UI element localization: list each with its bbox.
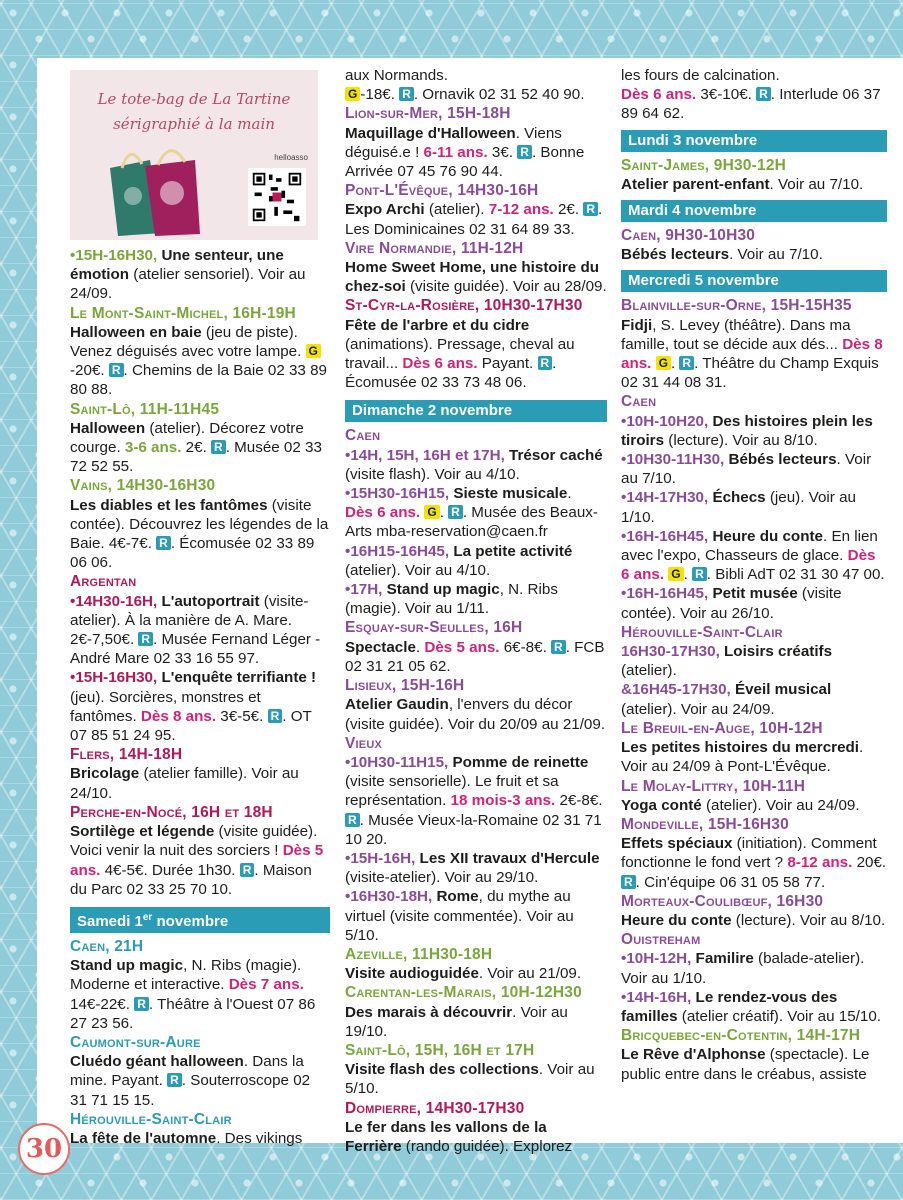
reservation-tag: R [211, 440, 226, 454]
event-caen-sunday: Caen •14H, 15H, 16H et 17H, Trésor caché (visite flash). Voir au 4/10. •15H30-16H15, Sieste musicale. Dès 6 ans. G . R . Musée des Beaux-Arts mba-reservation@caen.fr •16H15-16H45, La petite activité (atelier). Voir au 4/10. •17H, Stand up magic, N. Ribs (magie). Voir au 1/11. [345, 427, 603, 618]
place-name: Saint-Lô, 15H, 16H et 17H [345, 1041, 535, 1059]
reservation-tag: R [167, 1073, 182, 1087]
event-saint-lo: Saint-Lô, 11H-11H45 Halloween (atelier). Décorez votre courge. 3-6 ans. 2€. R . Musée 02 33 72 52 55. [70, 400, 322, 476]
event-saint-james: Saint-James, 9H30-12H Atelier parent-enfant. Voir au 7/10. [621, 156, 864, 193]
place-name: Caumont-sur-Aure [70, 1033, 201, 1051]
free-tag: G [424, 505, 439, 519]
place-name: Vains, 14H30-16H30 [70, 477, 216, 495]
place-name: Saint-Lô, 11H-11H45 [70, 400, 220, 418]
reservation-tag: R [692, 567, 707, 581]
place-name: Dompierre, 14H30-17H30 [345, 1099, 525, 1117]
event-pont-leveque: Pont-L'Évêque, 14H30-16H Expo Archi (atelier). 7-12 ans. 2€. R . Les Dominicaines 02 31 64 89 33. [345, 182, 603, 238]
place-name: Caen [345, 427, 381, 445]
promo-subtitle: sérigraphié à la main [113, 115, 275, 133]
place-name: Hérouville-Saint-Clair [621, 623, 783, 641]
day-header-wednesday: Mercredi 5 novembre [621, 270, 887, 292]
place-name: St-Cyr-la-Rosière, 10H30-17H30 [345, 297, 583, 315]
event-interlude-cont: les fours de calcination. Dès 6 ans. 3€-10€. R . Interlude 06 37 89 64 62. [621, 67, 881, 123]
promo-tote-bag [70, 70, 318, 240]
page [37, 58, 903, 1155]
event-morteaux: Morteaux-Coulibœuf, 16H30 Heure du conte (lecture). Voir au 8/10. [621, 892, 886, 929]
day-header-sunday: Dimanche 2 novembre [345, 400, 607, 422]
place-name: Esquay-sur-Seulles, 16H [345, 619, 523, 637]
place-name: Le Mont-Saint-Michel, 16H-19H [70, 304, 296, 322]
day-header-monday: Lundi 3 novembre [621, 130, 887, 152]
event-senteur: •15H-16H30, Une senteur, une émotion (atelier sensoriel). Voir au 24/09. [70, 247, 306, 303]
event-mondeville: Mondeville, 15H-16H30 Effets spéciaux (initiation). Comment fonctionne le fond vert ? 8-12 ans. 20€. R . Cin'équipe 06 31 05 58 77. [621, 815, 887, 891]
place-name: Caen, 21H [70, 937, 144, 955]
event-vieux: Vieux •10H30-11H15, Pomme de reinette (visite sensorielle). Le fruit et sa représentation. 18 mois-3 ans. 2€-8€. R . Musée Vieux-la-Romaine 02 31 71 10 20. •15H-16H, Les XII travaux d'Hercule (visite-atelier). Voir au 29/10. •16H30-18H, Rome, du mythe au virtuel (visite commentée). Voir au 5/10. [345, 734, 603, 944]
event-molay: Le Molay-Littry, 10H-11H Yoga conté (atelier). Voir au 24/09. [621, 777, 860, 814]
place-name: Bricquebec-en-Cotentin, 14H-17H [621, 1027, 861, 1045]
free-tag: G [306, 344, 321, 358]
reservation-tag: R [756, 87, 771, 101]
reservation-tag: R [679, 356, 694, 370]
promo-title: Le tote-bag de La Tartine [97, 90, 291, 108]
event-perche-en-noce: Perche-en-Nocé, 16H et 18H Sortilège et légende (visite guidée). Voici venir la nuit des sorciers ! Dès 5 ans. 4€-5€. Durée 1h30. R . Maison du Parc 02 33 25 70 10. [70, 803, 324, 898]
event-dompierre: Dompierre, 14H30-17H30 Le fer dans les vallons de la Ferrière (rando guidée). Explorez [345, 1099, 573, 1155]
place-name: Blainville-sur-Orne, 15H-15H35 [621, 297, 852, 315]
reservation-tag: R [517, 145, 532, 159]
column-1 [70, 70, 330, 1148]
event-vire: Vire Normandie, 11H-12H Home Sweet Home, une histoire du chez-soi (visite guidée). Voir au 28/09. [345, 239, 607, 296]
place-name: Le Molay-Littry, 10H-11H [621, 777, 806, 795]
helloasso-logo: helloasso [274, 153, 308, 162]
reservation-tag: R [156, 536, 171, 550]
day-header-tuesday: Mardi 4 novembre [621, 200, 887, 222]
place-name: Ouistreham [621, 931, 701, 949]
qr-code-image[interactable] [248, 168, 306, 226]
event-caumont: Caumont-sur-Aure Cluédo géant halloween. Dans la mine. Payant. R . Souterroscope 02 31 71 15 15. [70, 1033, 311, 1109]
event-caen-bebes: Caen, 9H30-10H30 Bébés lecteurs. Voir au 7/10. [621, 227, 823, 264]
event-ornavik-cont: aux Normands. G -18€. R . Ornavik 02 31 52 40 90. [345, 67, 585, 104]
event-caen-wednesday: Caen •10H-10H20, Des histoires plein les tiroirs (lecture). Voir au 8/10. •10H30-11H30, Bébés lecteurs. Voir au 7/10. •14H-17H30, Échecs (jeu). Voir au 1/10. •16H-16H45, Heure du conte. En lien avec l'expo, Chasseurs de glace. Dès 6 ans. G . R . Bibli AdT 02 31 30 47 00. •16H-16H45, Petit musée (visite contée). Voir au 26/10. [621, 393, 885, 622]
event-saint-lo-flash: Saint-Lô, 15H, 16H et 17H Visite flash des collections. Voir au 5/10. [345, 1041, 595, 1098]
event-bricquebec: Bricquebec-en-Cotentin, 14H-17H Le Rêve d'Alphonse (spectacle). Le public entre dans le créabus, assiste [621, 1027, 870, 1083]
free-tag: G [656, 356, 671, 370]
event-lion-sur-mer: Lion-sur-Mer, 15H-18H Maquillage d'Halloween. Viens déguisé.e ! 6-11 ans. 3€. R . Bonne Arrivée 07 45 76 90 44. [345, 105, 585, 181]
event-azeville: Azeville, 11H30-18H Visite audioguidée. Voir au 21/09. [345, 945, 582, 983]
page-number: 30 [18, 1123, 70, 1175]
reservation-tag: R [538, 356, 553, 370]
event-ouistreham: Ouistreham •10H-12H, Familire (balade-atelier). Voir au 1/10. •14H-16H, Le rendez-vous des familles (atelier créatif). Voir au 15/10. [621, 931, 882, 1025]
reservation-tag: R [109, 363, 124, 377]
reservation-tag: R [551, 640, 566, 654]
event-carentan: Carentan-les-Marais, 10H-12H30 Des marais à découvrir. Voir au 19/10. [345, 984, 582, 1040]
event-vains: Vains, 14H30-16H30 Les diables et les fantômes (visite contée). Découvrez les légendes de la Baie. 4€-7€. R . Écomusée 02 33 89 06 06. [70, 477, 329, 572]
reservation-tag: R [621, 875, 636, 889]
place-name: Le Breuil-en-Auge, 10H-12H [621, 719, 823, 737]
place-name: Caen [621, 393, 657, 411]
reservation-tag: R [583, 202, 598, 216]
event-blainville: Blainville-sur-Orne, 15H-15H35 Fidji, S. Levey (théâtre). Dans ma famille, tout se décide aux dés... Dès 8 ans. G . R . Théâtre du Champ Exquis 02 31 44 08 31. [621, 297, 883, 392]
place-name: Flers, 14H-18H [70, 746, 183, 764]
tote-bag-image [100, 138, 210, 238]
free-tag: G [668, 567, 683, 581]
event-argentan: Argentan •14H30-16H, L'autoportrait (visite-atelier). À la manière de A. Mare. 2€-7,50€. R . Musée Fernand Léger - André Mare 02 33 16 55 97. •15H-16H30, L'enquête terrifiante ! (jeu). Sorcières, monstres et fantômes. Dès 8 ans. 3€-5€. R . OT 07 85 51 24 95. [70, 573, 321, 745]
place-name: Argentan [70, 573, 137, 591]
place-name: Azeville, 11H30-18H [345, 945, 493, 963]
event-herouville-automne: Hérouville-Saint-Clair La fête de l'automne. Des vikings [70, 1110, 303, 1147]
free-tag: G [345, 87, 360, 101]
reservation-tag: R [138, 632, 153, 646]
place-name: Pont-L'Évêque, 14H30-16H [345, 182, 539, 200]
column-3 [621, 66, 887, 1084]
event-herouville-wednesday: Hérouville-Saint-Clair 16H30-17H30, Loisirs créatifs (atelier). &16H45-17H30, Éveil musical (atelier). Voir au 24/09. [621, 623, 833, 718]
event-caen-standup: Caen, 21H Stand up magic, N. Ribs (magie). Moderne et interactive. Dès 7 ans. 14€-22€. R . Théâtre à l'Ouest 07 86 27 23 56. [70, 937, 316, 1032]
place-name: Saint-James, 9H30-12H [621, 156, 787, 174]
place-name: Morteaux-Coulibœuf, 16H30 [621, 892, 824, 910]
place-name: Vire Normandie, 11H-12H [345, 239, 524, 257]
event-breuil: Le Breuil-en-Auge, 10H-12H Les petites histoires du mercredi. Voir au 24/09 à Pont-L'Évêque. [621, 719, 864, 776]
reservation-tag: R [448, 505, 463, 519]
reservation-tag: R [240, 863, 255, 877]
event-flers: Flers, 14H-18H Bricolage (atelier famille). Voir au 24/10. [70, 746, 299, 802]
event-st-cyr: St-Cyr-la-Rosière, 10H30-17H30 Fête de l'arbre et du cidre (animations). Pressage, cheval au travail... Dès 6 ans. Payant. R . Écomusée 02 33 73 48 06. [345, 297, 583, 392]
event-esquay: Esquay-sur-Seulles, 16H Spectacle. Dès 5 ans. 6€-8€. R . FCB 02 31 21 05 62. [345, 619, 605, 675]
event-mont-saint-michel: Le Mont-Saint-Michel, 16H-19H Halloween en baie (jeu de piste). Venez déguisés avec votre lampe. G-20€. R . Chemins de la Baie 02 33 89 80 88. [70, 304, 327, 399]
place-name: Hérouville-Saint-Clair [70, 1110, 232, 1128]
place-name: Mondeville, 15H-16H30 [621, 815, 789, 833]
place-name: Carentan-les-Marais, 10H-12H30 [345, 984, 582, 1002]
place-name: Lion-sur-Mer, 15H-18H [345, 105, 511, 123]
reservation-tag: R [345, 813, 360, 827]
reservation-tag: R [268, 709, 283, 723]
place-name: Lisieux, 15H-16H [345, 677, 465, 695]
event-lisieux: Lisieux, 15H-16H Atelier Gaudin, l'envers du décor (visite guidée). Voir du 20/09 au 21/09. [345, 677, 606, 733]
reservation-tag: R [134, 997, 149, 1011]
place-name: Perche-en-Nocé, 16H et 18H [70, 803, 273, 821]
place-name: Vieux [345, 734, 383, 752]
reservation-tag: R [399, 87, 414, 101]
place-name: Caen, 9H30-10H30 [621, 227, 756, 245]
column-2 [345, 66, 607, 1156]
day-header-saturday: Samedi 1er novembre [70, 907, 330, 933]
